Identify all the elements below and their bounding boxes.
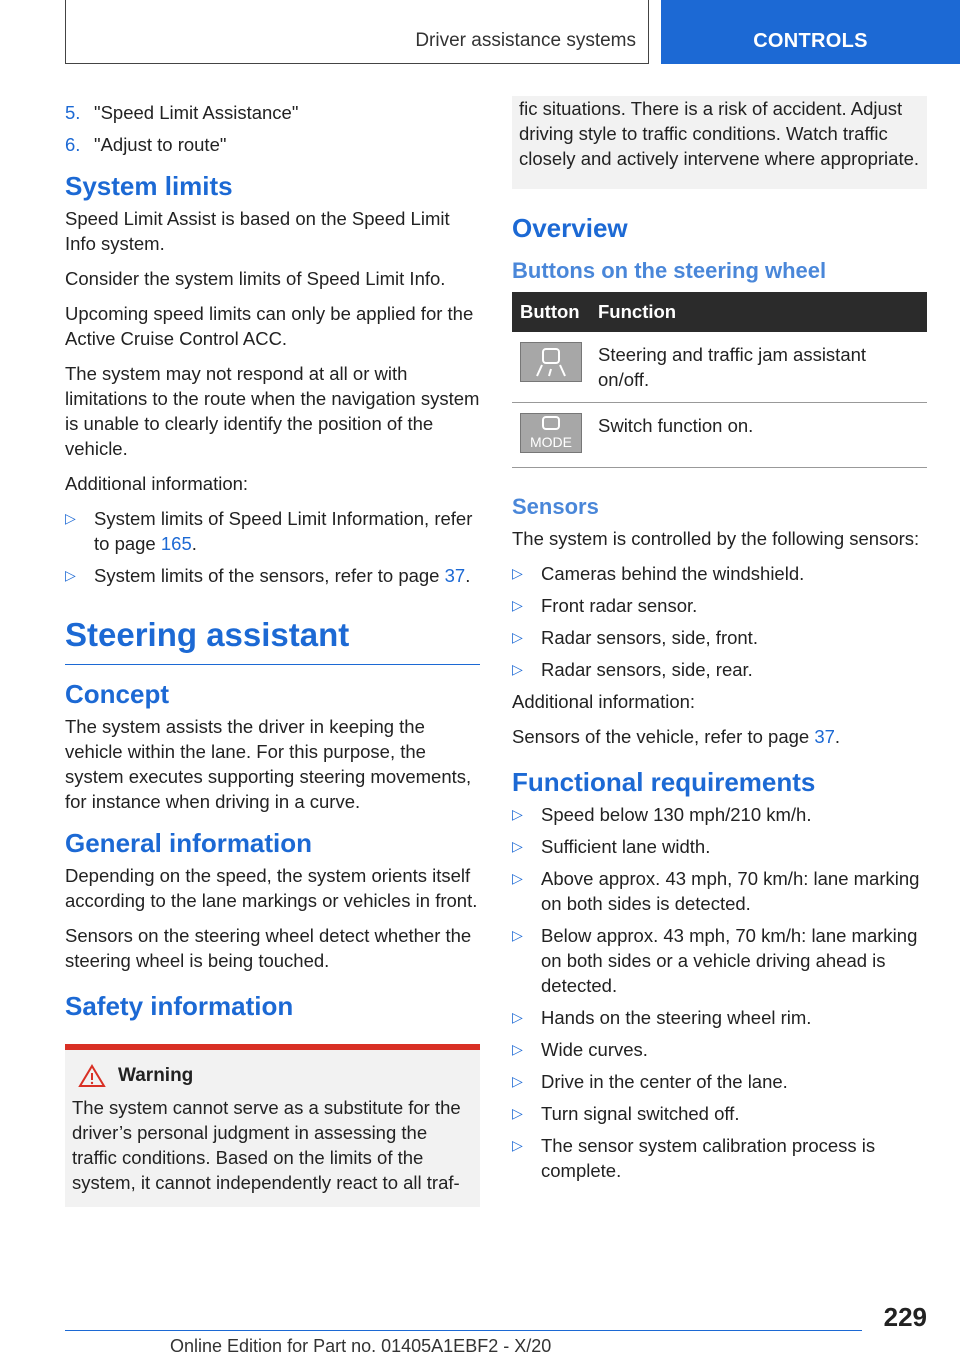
page-link-37[interactable]: 37 bbox=[814, 726, 835, 747]
page-link-165[interactable]: 165 bbox=[160, 533, 192, 554]
table-header-function: Function bbox=[590, 292, 927, 332]
bullet-item bbox=[512, 1069, 927, 1094]
triangle-bullet-icon: ▷ bbox=[65, 510, 76, 526]
buttons-table bbox=[512, 292, 927, 468]
list-item bbox=[65, 100, 480, 125]
bullet-item bbox=[512, 834, 927, 859]
bullet-text: Hands on the steering wheel rim. bbox=[541, 1007, 812, 1028]
paragraph: The system may not respond at all or with limitations to the route when the navigation system is unable to clearly identify the position of the vehicle. bbox=[65, 363, 480, 459]
bullet-item bbox=[512, 593, 927, 618]
heading-safety-information: Safety information bbox=[65, 991, 294, 1021]
bullet-text: Sufficient lane width. bbox=[541, 836, 711, 857]
page-link-37[interactable]: 37 bbox=[444, 565, 466, 586]
bullet-text: System limits of Speed Limit Information, refer to page bbox=[94, 508, 473, 554]
paragraph: Additional information: bbox=[65, 473, 249, 494]
list-number: 6. bbox=[65, 134, 81, 155]
bullet-text: Drive in the center of the lane. bbox=[541, 1071, 788, 1092]
triangle-bullet-icon: ▷ bbox=[512, 1009, 523, 1025]
heading-system-limits: System limits bbox=[65, 171, 233, 201]
table-row bbox=[512, 332, 927, 403]
bullet-text: Radar sensors, side, front. bbox=[541, 627, 758, 648]
mode-button-icon bbox=[520, 413, 582, 453]
warning-title: Warning bbox=[118, 1065, 194, 1086]
warning-text: The system cannot serve as a substitute for the driver’s personal judgment in assessing the traffic conditions. Based on the limits of the system, it cannot independently react to all traf- bbox=[72, 1097, 461, 1193]
header-chapter-title: CONTROLS bbox=[753, 30, 868, 52]
bullet-item bbox=[512, 561, 927, 586]
bullet-item bbox=[512, 802, 927, 827]
bullet-text: Cameras behind the windshield. bbox=[541, 563, 805, 584]
warning-triangle-icon bbox=[78, 1064, 106, 1088]
triangle-bullet-icon: ▷ bbox=[512, 806, 523, 822]
table-header-button: Button bbox=[512, 292, 590, 332]
triangle-bullet-icon: ▷ bbox=[512, 565, 523, 581]
bullet-text: Front radar sensor. bbox=[541, 595, 698, 616]
paragraph: Depending on the speed, the system orients itself according to the lane markings or vehicles in front. bbox=[65, 865, 478, 911]
bullet-item: ▷ System limits of the sensors, refer to page 37. bbox=[65, 565, 471, 586]
triangle-bullet-icon: ▷ bbox=[512, 597, 523, 613]
paragraph: The system is controlled by the following sensors: bbox=[512, 528, 920, 549]
warning-box bbox=[65, 1044, 480, 1207]
triangle-bullet-icon: ▷ bbox=[512, 661, 523, 677]
warning-box-continued bbox=[512, 96, 927, 189]
bullet-text: Radar sensors, side, rear. bbox=[541, 659, 753, 680]
triangle-bullet-icon: ▷ bbox=[512, 1073, 523, 1089]
paragraph: Sensors of the vehicle, refer to page bbox=[512, 726, 815, 747]
bullet-item: ▷ System limits of Speed Limit Information, refer to page 165. bbox=[65, 508, 473, 554]
warning-text-continued: fic situations. There is a risk of accident. Adjust driving style to traffic conditions. Watch traffic closely and actively intervene where appropriate. bbox=[519, 98, 920, 169]
mode-label: MODE bbox=[530, 434, 572, 450]
bullet-text: System limits of the sensors, refer to page bbox=[94, 565, 445, 586]
triangle-bullet-icon: ▷ bbox=[512, 870, 523, 886]
paragraph: Speed Limit Assist is based on the Speed Limit Info system. bbox=[65, 208, 450, 254]
list-text: "Speed Limit Assistance" bbox=[94, 102, 299, 123]
bullet-item bbox=[512, 1101, 927, 1126]
bullet-text: Above approx. 43 mph, 70 km/h: lane marking on both sides is detected. bbox=[541, 868, 920, 914]
paragraph: Additional information: bbox=[512, 691, 696, 712]
bullet-item bbox=[512, 1037, 927, 1062]
bullet-item bbox=[512, 1133, 927, 1183]
heading-general-information: General information bbox=[65, 828, 313, 858]
triangle-bullet-icon: ▷ bbox=[512, 1137, 523, 1153]
triangle-bullet-icon: ▷ bbox=[65, 567, 76, 583]
header-chapter-tab bbox=[661, 0, 960, 64]
list-number: 5. bbox=[65, 102, 81, 123]
heading-overview: Overview bbox=[512, 213, 628, 243]
list-item bbox=[65, 132, 480, 157]
heading-buttons-steering-wheel: Buttons on the steering wheel bbox=[512, 258, 827, 283]
heading-concept: Concept bbox=[65, 679, 169, 709]
left-column bbox=[65, 100, 480, 1207]
bullet-item bbox=[512, 1005, 927, 1030]
bullet-item bbox=[512, 866, 927, 916]
paragraph: Sensors on the steering wheel detect whether the steering wheel is being touched. bbox=[65, 925, 472, 971]
table-cell-function: Steering and traffic jam assistant on/off. bbox=[590, 332, 927, 403]
paragraph: Consider the system limits of Speed Limit Info. bbox=[65, 268, 446, 289]
right-column: fic situations. There is a risk of accident. Adjust driving style to traffic conditions. Watch traffic closely and actively intervene where appropriate. Overview Buttons on the steering wheel Button Function Steering and traffic jam assistant on/off. MODE Switch function on. Sensors The system is controlled by the following sensors: ▷ Cameras behind the windshield. ▷ Front radar sensor. ▷ Radar sensors, side, front. ▷ Radar sensors, side, rear. Additional information: Sensors of the vehicle, refer to page 37. Functional requirements ▷ Speed below 130 mph/210 km/h. ▷ Sufficient lane width. ▷ Above approx. 43 mph, 70 km/h: lane marking on both sides is detected. ▷ Below approx. 43 mph, 70 km/h: lane marking on both sides or a vehicle driving ahead is detected. ▷ Hands on the steering wheel rim. ▷ Wide curves. ▷ Drive in the center of the lane. ▷ Turn signal switched off. ▷ The sensor system calibration process is complete. bbox=[512, 100, 927, 1190]
triangle-bullet-icon: ▷ bbox=[512, 1041, 523, 1057]
page-header bbox=[65, 0, 960, 64]
page-number: 229 bbox=[883, 1302, 927, 1332]
heading-functional-requirements: Functional requirements bbox=[512, 767, 816, 797]
bullet-text: Speed below 130 mph/210 km/h. bbox=[541, 804, 812, 825]
bullet-text: Wide curves. bbox=[541, 1039, 648, 1060]
footer-edition: Online Edition for Part no. 01405A1EBF2 - X/20 bbox=[170, 1336, 552, 1356]
header-section-box bbox=[65, 0, 649, 64]
table-row bbox=[512, 403, 927, 468]
header-section-title: Driver assistance systems bbox=[415, 30, 636, 51]
triangle-bullet-icon: ▷ bbox=[512, 927, 523, 943]
bullet-item bbox=[512, 625, 927, 650]
bullet-item bbox=[512, 657, 927, 682]
footer-divider bbox=[65, 1330, 862, 1331]
bullet-item bbox=[512, 923, 927, 998]
bullet-text: Below approx. 43 mph, 70 km/h: lane marking on both sides or a vehicle driving ahead is detected. bbox=[541, 925, 918, 996]
paragraph: The system assists the driver in keeping the vehicle within the lane. For this purpose, the system executes supporting steering movements, for instance when driving in a curve. bbox=[65, 716, 472, 812]
triangle-bullet-icon: ▷ bbox=[512, 838, 523, 854]
bullet-text: The sensor system calibration process is complete. bbox=[541, 1135, 876, 1181]
steering-assistant-button-icon bbox=[520, 342, 582, 382]
bullet-text: Turn signal switched off. bbox=[541, 1103, 740, 1124]
heading-sensors: Sensors bbox=[512, 494, 599, 519]
triangle-bullet-icon: ▷ bbox=[512, 629, 523, 645]
triangle-bullet-icon: ▷ bbox=[512, 1105, 523, 1121]
list-text: "Adjust to route" bbox=[94, 134, 227, 155]
heading-steering-assistant: Steering assistant bbox=[65, 616, 480, 665]
paragraph: Upcoming speed limits can only be applied for the Active Cruise Control ACC. bbox=[65, 303, 474, 349]
table-cell-function: Switch function on. bbox=[590, 403, 927, 468]
